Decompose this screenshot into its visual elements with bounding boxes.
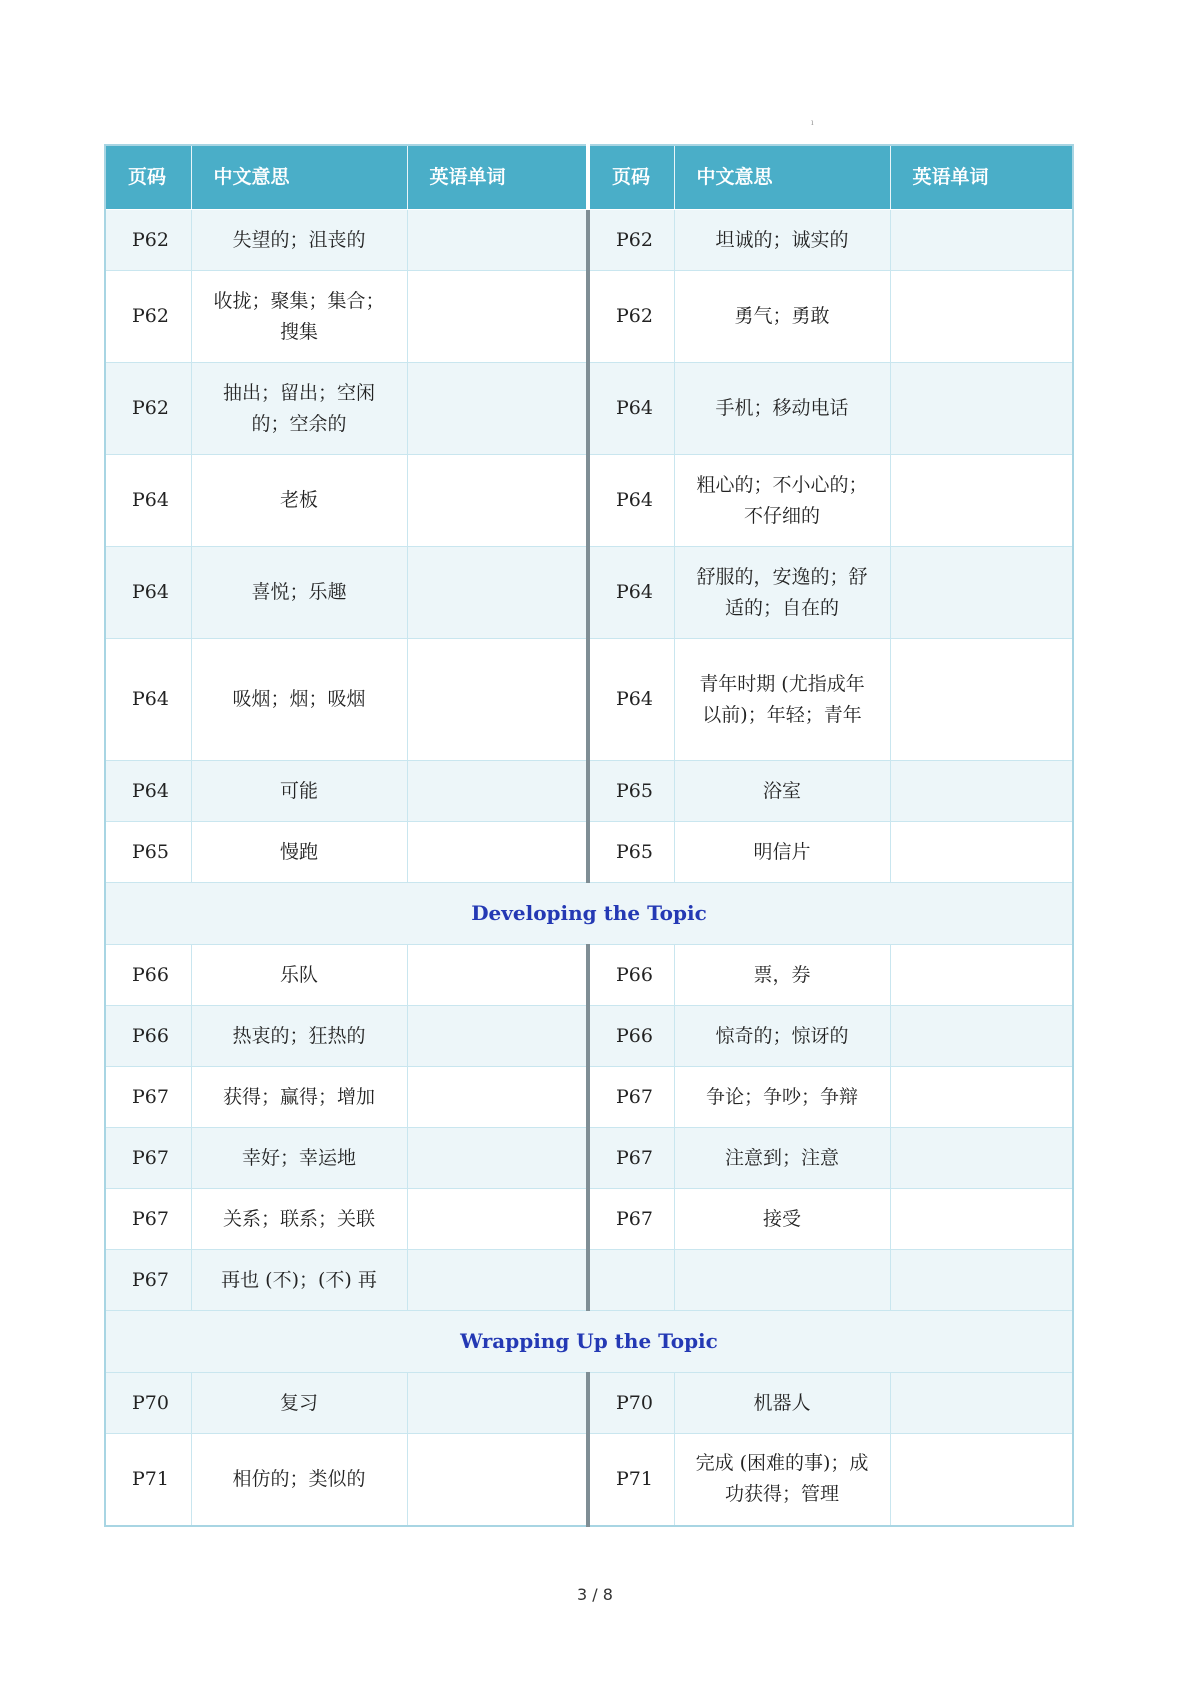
page-cell-left: P70	[105, 1373, 191, 1434]
page-number: 3 / 8	[577, 1585, 613, 1604]
chinese-meaning-cell-left: 抽出；留出；空闲的；空余的	[191, 363, 407, 455]
table-row	[105, 363, 1073, 455]
english-word-cell-right	[890, 1006, 1073, 1067]
header-page-right: 页码	[588, 145, 674, 210]
chinese-meaning-cell-right: 手机；移动电话	[674, 363, 890, 455]
english-word-cell-left	[407, 1373, 588, 1434]
page-cell-left: P64	[105, 639, 191, 761]
english-word-cell-right	[890, 271, 1073, 363]
chinese-meaning-cell-left: 相仿的；类似的	[191, 1434, 407, 1526]
chinese-meaning-cell-left: 喜悦；乐趣	[191, 547, 407, 639]
table-row	[105, 1434, 1073, 1526]
header-english-right: 英语单词	[890, 145, 1073, 210]
page-cell-left: P62	[105, 363, 191, 455]
english-word-cell-left	[407, 547, 588, 639]
table-row	[105, 1189, 1073, 1250]
english-word-cell-right	[890, 547, 1073, 639]
page-cell-left: P64	[105, 455, 191, 547]
header-tick-mark: ı	[811, 118, 814, 127]
chinese-meaning-cell-left: 关系；联系；关联	[191, 1189, 407, 1250]
chinese-meaning-cell-left: 慢跑	[191, 822, 407, 883]
chinese-meaning-cell-left: 可能	[191, 761, 407, 822]
chinese-meaning-cell-right: 接受	[674, 1189, 890, 1250]
chinese-meaning-cell-left: 再也 (不)；(不) 再	[191, 1250, 407, 1311]
header-chinese-left: 中文意思	[191, 145, 407, 210]
page-cell-right: P62	[588, 271, 674, 363]
header-english-left: 英语单词	[407, 145, 588, 210]
page-cell-right: P66	[588, 945, 674, 1006]
chinese-meaning-cell-right: 勇气；勇敢	[674, 271, 890, 363]
english-word-cell-right	[890, 455, 1073, 547]
page-cell-left: P71	[105, 1434, 191, 1526]
english-word-cell-right	[890, 1189, 1073, 1250]
page-cell-right: P65	[588, 822, 674, 883]
table-row	[105, 1006, 1073, 1067]
english-word-cell-left	[407, 1189, 588, 1250]
page-cell-right: P64	[588, 547, 674, 639]
english-word-cell-right	[890, 363, 1073, 455]
table-row	[105, 455, 1073, 547]
section-heading-row	[105, 1311, 1073, 1373]
table-row	[105, 1128, 1073, 1189]
chinese-meaning-cell-left: 获得；赢得；增加	[191, 1067, 407, 1128]
page-cell-right: P65	[588, 761, 674, 822]
chinese-meaning-cell-left: 收拢；聚集；集合；搜集	[191, 271, 407, 363]
chinese-meaning-cell-left: 吸烟；烟；吸烟	[191, 639, 407, 761]
section-title: Developing the Topic	[105, 883, 1073, 945]
english-word-cell-left	[407, 210, 588, 271]
page-cell-right: P64	[588, 363, 674, 455]
page-cell-left: P62	[105, 271, 191, 363]
chinese-meaning-cell-right: 票，券	[674, 945, 890, 1006]
table-row	[105, 271, 1073, 363]
english-word-cell-left	[407, 1250, 588, 1311]
english-word-cell-left	[407, 1128, 588, 1189]
page-cell-left: P67	[105, 1250, 191, 1311]
chinese-meaning-cell-left: 复习	[191, 1373, 407, 1434]
section-heading-row	[105, 883, 1073, 945]
header-chinese-right: 中文意思	[674, 145, 890, 210]
chinese-meaning-cell-right: 明信片	[674, 822, 890, 883]
page-cell-right	[588, 1250, 674, 1311]
page-cell-right: P67	[588, 1128, 674, 1189]
table-row	[105, 761, 1073, 822]
english-word-cell-right	[890, 639, 1073, 761]
page-cell-left: P67	[105, 1189, 191, 1250]
english-word-cell-right	[890, 761, 1073, 822]
page-cell-right: P62	[588, 210, 674, 271]
english-word-cell-left	[407, 639, 588, 761]
page-cell-left: P64	[105, 761, 191, 822]
english-word-cell-right	[890, 1250, 1073, 1311]
table-row	[105, 210, 1073, 271]
page-cell-right: P64	[588, 455, 674, 547]
english-word-cell-right	[890, 1067, 1073, 1128]
chinese-meaning-cell-right: 坦诚的；诚实的	[674, 210, 890, 271]
chinese-meaning-cell-right: 粗心的；不小心的；不仔细的	[674, 455, 890, 547]
table-row	[105, 945, 1073, 1006]
section-title: Wrapping Up the Topic	[105, 1311, 1073, 1373]
english-word-cell-left	[407, 945, 588, 1006]
page-cell-left: P67	[105, 1128, 191, 1189]
english-word-cell-right	[890, 210, 1073, 271]
page-cell-left: P64	[105, 547, 191, 639]
page-cell-right: P70	[588, 1373, 674, 1434]
english-word-cell-left	[407, 822, 588, 883]
table-row	[105, 639, 1073, 761]
table-row	[105, 1250, 1073, 1311]
chinese-meaning-cell-right	[674, 1250, 890, 1311]
english-word-cell-left	[407, 455, 588, 547]
chinese-meaning-cell-right: 完成 (困难的事)；成功获得；管理	[674, 1434, 890, 1526]
page-cell-left: P67	[105, 1067, 191, 1128]
page-cell-left: P65	[105, 822, 191, 883]
table-header	[105, 145, 1073, 210]
chinese-meaning-cell-left: 热衷的；狂热的	[191, 1006, 407, 1067]
page-cell-left: P62	[105, 210, 191, 271]
english-word-cell-right	[890, 1128, 1073, 1189]
english-word-cell-right	[890, 1373, 1073, 1434]
chinese-meaning-cell-right: 机器人	[674, 1373, 890, 1434]
chinese-meaning-cell-right: 惊奇的；惊讶的	[674, 1006, 890, 1067]
english-word-cell-right	[890, 1434, 1073, 1526]
vocabulary-table	[104, 144, 1074, 1527]
chinese-meaning-cell-right: 舒服的，安逸的；舒适的；自在的	[674, 547, 890, 639]
chinese-meaning-cell-left: 老板	[191, 455, 407, 547]
english-word-cell-left	[407, 1434, 588, 1526]
table-body	[105, 210, 1073, 1526]
chinese-meaning-cell-right: 注意到；注意	[674, 1128, 890, 1189]
table-row	[105, 547, 1073, 639]
table-row	[105, 822, 1073, 883]
chinese-meaning-cell-right: 青年时期 (尤指成年以前)；年轻；青年	[674, 639, 890, 761]
english-word-cell-left	[407, 1067, 588, 1128]
page-cell-right: P66	[588, 1006, 674, 1067]
english-word-cell-right	[890, 945, 1073, 1006]
english-word-cell-right	[890, 822, 1073, 883]
chinese-meaning-cell-right: 浴室	[674, 761, 890, 822]
chinese-meaning-cell-right: 争论；争吵；争辩	[674, 1067, 890, 1128]
page-cell-right: P71	[588, 1434, 674, 1526]
english-word-cell-left	[407, 271, 588, 363]
table-row	[105, 1373, 1073, 1434]
header-row	[105, 145, 1073, 210]
page-cell-right: P67	[588, 1189, 674, 1250]
page-cell-right: P64	[588, 639, 674, 761]
english-word-cell-left	[407, 363, 588, 455]
table-row	[105, 1067, 1073, 1128]
english-word-cell-left	[407, 761, 588, 822]
header-page-left: 页码	[105, 145, 191, 210]
page-cell-left: P66	[105, 1006, 191, 1067]
page-cell-left: P66	[105, 945, 191, 1006]
chinese-meaning-cell-left: 失望的；沮丧的	[191, 210, 407, 271]
chinese-meaning-cell-left: 幸好；幸运地	[191, 1128, 407, 1189]
english-word-cell-left	[407, 1006, 588, 1067]
page-cell-right: P67	[588, 1067, 674, 1128]
chinese-meaning-cell-left: 乐队	[191, 945, 407, 1006]
